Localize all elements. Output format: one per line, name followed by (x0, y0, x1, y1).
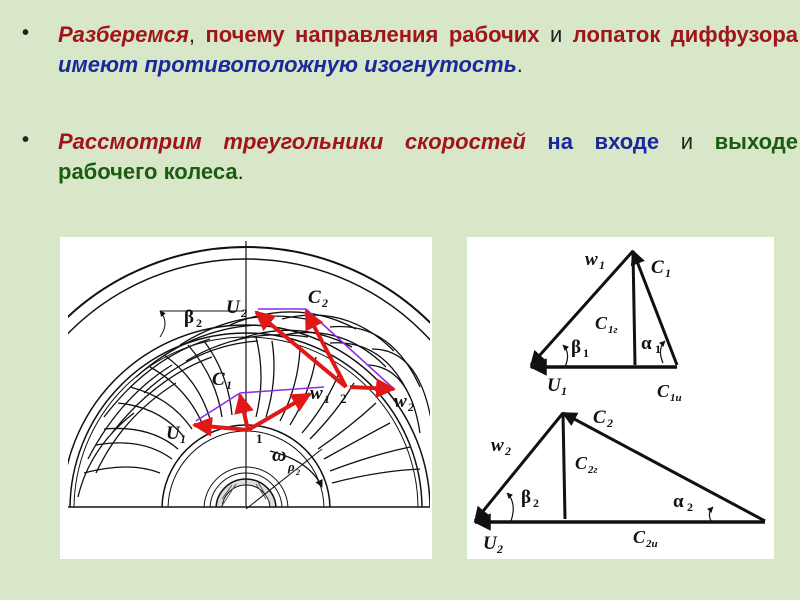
label-beta2-sub: 2 (196, 316, 202, 330)
bullet-marker: • (22, 129, 30, 151)
label-w2-sub: 2 (408, 400, 414, 414)
label-w2-tri-sub: 2 (505, 444, 511, 458)
text-rassmotrim: Рассмотрим треугольники скоростей (58, 129, 526, 154)
beta2-arc (160, 311, 165, 337)
text-razberemsya: Разберемся (58, 22, 189, 47)
label-c1r-sub: 1г (608, 324, 618, 336)
label-beta1-sub: 1 (583, 346, 589, 360)
label-c1: C (212, 369, 225, 390)
label-alpha1-sub: 1 (655, 342, 661, 356)
label-c2r-sub: 2г (588, 464, 598, 476)
text-lopatok: лопаток диффузора (572, 22, 798, 47)
label-u2-tri-sub: 2 (497, 542, 503, 556)
label-u1: U (166, 423, 180, 444)
label-beta2-tri: β (521, 487, 532, 508)
label-c2u-sub: 2u (646, 538, 658, 550)
triangles-svg (467, 237, 774, 559)
bullet-2-text (58, 127, 798, 186)
label-c1-tri-sub: 1 (665, 266, 671, 280)
text-imeyut: имеют противоположную изогнутость (58, 51, 517, 77)
label-alpha1: α (641, 333, 652, 354)
text-pochemu: почему направления рабочих (205, 22, 540, 47)
bullet-marker: • (22, 22, 30, 44)
label-u1-tri: U (547, 375, 561, 396)
label-w2-tri: w (491, 435, 504, 456)
text-vyhode: выходе рабочего колеса (58, 129, 799, 184)
label-c1u: C (657, 381, 670, 401)
label-c1u-sub: 1u (670, 392, 682, 404)
label-beta2: β (184, 307, 195, 328)
label-w1-sub: 1 (324, 392, 330, 406)
label-point-1: 1 (256, 431, 263, 446)
text-comma: , (188, 22, 206, 47)
outlet-triangle (475, 413, 765, 522)
inlet-vectors (194, 387, 324, 430)
label-alpha2-sub: 2 (687, 500, 693, 514)
text-period: . (516, 51, 523, 77)
label-c2: C (308, 287, 321, 308)
label-c2u: C (633, 527, 646, 547)
label-c1r: C (595, 313, 608, 333)
label-u1-sub: 1 (180, 432, 186, 446)
bullet-1-text (58, 20, 798, 79)
label-c2-tri: C (593, 407, 606, 428)
label-u2-sub: 2 (241, 306, 247, 320)
label-u1-tri-sub: 1 (561, 384, 567, 398)
label-rho2-sub: 2 (296, 468, 300, 477)
label-c1-sub: 1 (226, 378, 232, 392)
impeller-vanes (84, 337, 420, 483)
label-omega: ω (272, 444, 287, 466)
velocity-triangles (467, 237, 774, 559)
label-w2: w (394, 391, 407, 412)
label-c1-tri: C (651, 257, 664, 278)
impeller-svg (60, 237, 432, 559)
label-point-2: 2 (340, 391, 347, 406)
impeller-drawing (60, 237, 432, 559)
label-alpha2: α (673, 491, 684, 512)
label-w1: w (310, 383, 323, 404)
label-w1-tri: w (585, 249, 598, 270)
text-and: и (659, 129, 715, 154)
text-period: . (237, 158, 244, 184)
label-u2-tri: U (483, 533, 497, 554)
label-w1-tri-sub: 1 (599, 258, 605, 272)
label-c2-sub: 2 (322, 296, 328, 310)
text-and: и (539, 22, 573, 47)
label-u2: U (226, 297, 240, 318)
label-c2-tri-sub: 2 (607, 416, 613, 430)
label-c2r: C (575, 453, 588, 473)
text-na-vhode: на входе (525, 129, 660, 154)
label-rho2: ρ (288, 459, 295, 474)
label-beta2-tri-sub: 2 (533, 496, 539, 510)
label-beta1: β (571, 337, 582, 358)
